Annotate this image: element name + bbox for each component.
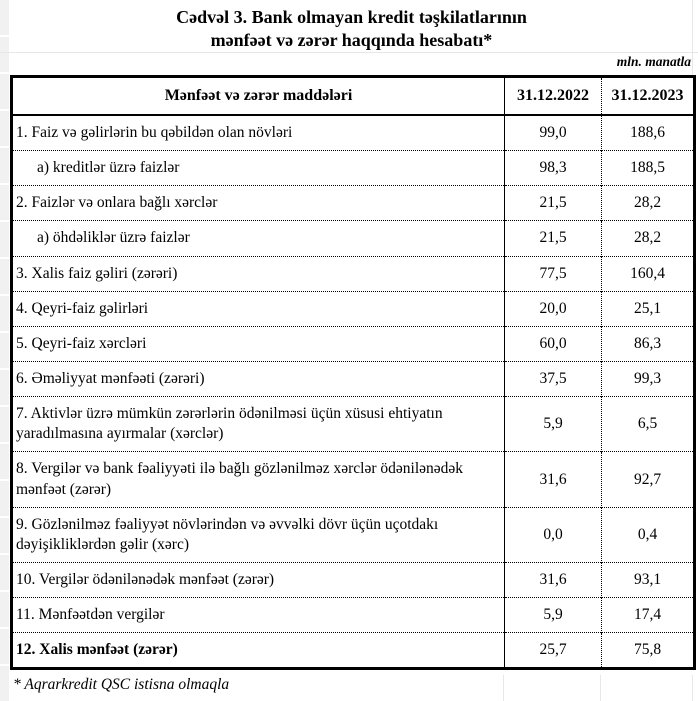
header-row	[12, 77, 695, 116]
gridline-horizontal-top	[0, 52, 698, 53]
row-label: 9. Gözlənilməz fəaliyyət növlərindən və əvvəlki dövr üçün uçotdakı dəyişikliklərdən gəlir (xərc)	[12, 507, 505, 562]
table-row	[12, 562, 695, 597]
row-label: 12. Xalis mənfəət (zərər)	[12, 633, 505, 669]
row-value-2023: 188,6	[630, 124, 665, 142]
table-title	[10, 6, 693, 51]
row-value-2022: 0,0	[505, 507, 602, 562]
row-label: 11. Mənfəətdən vergilər	[12, 598, 505, 633]
row-value-2023: 92,7	[602, 452, 695, 507]
row-value-2022: 5,9	[505, 598, 602, 633]
table-row	[12, 397, 695, 452]
row-value-2022: 21,5	[505, 186, 602, 221]
profit-loss-table	[10, 75, 696, 670]
column-header-2023: 31.12.2023	[602, 77, 695, 116]
table-title-line1: Cədvəl 3. Bank olmayan kredit təşkilatlarının	[176, 7, 527, 27]
spreadsheet-margin-strip	[0, 0, 9, 701]
row-label: 7. Aktivlər üzrə mümkün zərərlərin ödənilməsi üçün xüsusi ehtiyatın yaradılmasına ayırmalar (xərclər)	[12, 397, 505, 452]
row-label: 10. Vergilər ödənilənədək mənfəət (zərər)	[12, 562, 505, 597]
table-row	[12, 633, 695, 669]
row-value-2023: 86,3	[602, 326, 695, 361]
row-value-2022: 31,6	[505, 452, 602, 507]
table-row	[12, 221, 695, 256]
row-label: 4. Qeyri-faiz gəlirləri	[12, 291, 505, 326]
column-header-2022: 31.12.2022	[505, 77, 602, 116]
table-row	[12, 452, 695, 507]
table-row	[12, 326, 695, 361]
row-label: 1. Faiz və gəlirlərin bu qəbildən olan növləri	[12, 115, 505, 151]
column-header-items: Mənfəət və zərər maddələri	[12, 77, 505, 116]
row-value-2023: 99,3	[602, 361, 695, 396]
row-value-2022: 99,0	[505, 115, 602, 151]
gridline-vertical-bottom-1	[503, 675, 504, 701]
row-value-2022: 60,0	[505, 326, 602, 361]
table-row	[12, 256, 695, 291]
row-value-2023: 17,4	[602, 598, 695, 633]
row-label: 8. Vergilər və bank fəaliyyəti ilə bağlı gözlənilməz xərclər ödənilənədək mənfəət (zərər)	[12, 452, 505, 507]
row-value-2022: 37,5	[505, 361, 602, 396]
row-label: 5. Qeyri-faiz xərcləri	[12, 326, 505, 361]
row-label: 6. Əməliyyat mənfəəti (zərəri)	[12, 361, 505, 396]
table-row	[12, 507, 695, 562]
row-value-2023: 75,8	[602, 633, 695, 669]
table-row	[12, 598, 695, 633]
row-value-2023: 28,2	[602, 221, 695, 256]
row-value-2023: 0,4	[602, 507, 695, 562]
row-label: 2. Faizlər və onlara bağlı xərclər	[12, 186, 505, 221]
row-value-2023: 188,5	[602, 151, 695, 186]
row-value-2023: 28,2	[602, 186, 695, 221]
row-value-2023: 25,1	[602, 291, 695, 326]
table-body	[12, 115, 695, 669]
gridline-vertical-bottom-2	[600, 675, 601, 701]
table-title-line2: mənfəət və zərər haqqında hesabatı*	[210, 29, 493, 50]
footnote: * Aqrarkredit QSC istisna olmaqla	[13, 676, 230, 693]
row-value-2022: 77,5	[505, 256, 602, 291]
table-row	[12, 115, 695, 151]
table-row	[12, 151, 695, 186]
row-value-2022: 25,7	[505, 633, 602, 669]
row-value-2022: 5,9	[505, 397, 602, 452]
row-value-2023: 6,5	[602, 397, 695, 452]
gridline-vertical-bottom-3	[692, 675, 693, 701]
row-label: 3. Xalis faiz gəliri (zərəri)	[12, 256, 505, 291]
row-value-2022: 20,0	[505, 291, 602, 326]
row-value-2022: 31,6	[505, 562, 602, 597]
table-row	[12, 186, 695, 221]
table-row	[12, 361, 695, 396]
row-value-2023: 93,1	[602, 562, 695, 597]
table-row	[12, 291, 695, 326]
row-value-2022: 98,3	[505, 151, 602, 186]
unit-note: mln. manatla	[616, 54, 691, 69]
row-label: a) kreditlər üzrə faizlər	[12, 151, 505, 186]
row-label: a) öhdəliklər üzrə faizlər	[12, 221, 505, 256]
row-value-2022: 21,5	[505, 221, 602, 256]
row-value-2023: 160,4	[602, 256, 695, 291]
